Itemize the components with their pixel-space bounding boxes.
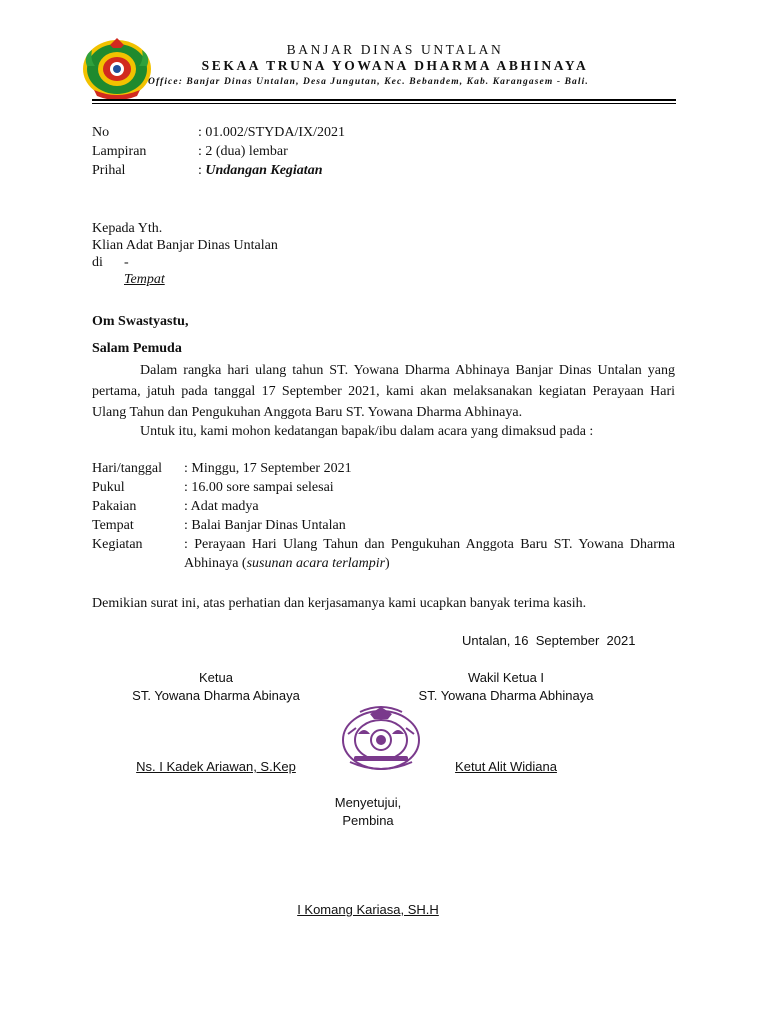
recipient-place: Tempat — [124, 272, 165, 287]
detail-value: : Adat madya — [184, 499, 259, 514]
detail-value: : 16.00 sore sampai selesai — [184, 480, 334, 495]
right-signatory-name: Ketut Alit Widiana — [455, 759, 557, 774]
detail-label: Pukul — [92, 480, 125, 495]
right-signatory-org: ST. Yowana Dharma Abhinaya — [418, 688, 594, 703]
recipient-di: di — [92, 255, 103, 270]
meta-number-label: No — [92, 125, 110, 140]
recipient-line-2: Klian Adat Banjar Dinas Untalan — [92, 238, 278, 253]
approval-label: Menyetujui, — [334, 795, 402, 810]
greeting-youth: Salam Pemuda — [92, 341, 182, 356]
letterhead-divider-thick — [92, 99, 676, 101]
approval-name: I Komang Kariasa, SH.H — [297, 902, 439, 917]
detail-row-date — [92, 459, 675, 478]
meta-attachment — [92, 143, 288, 161]
letterhead-line-2: SEKAA TRUNA YOWANA DHARMA ABHINAYA — [201, 58, 589, 73]
body-paragraph-2: Untuk itu, kami mohon kedatangan bapak/ibu dalam acara yang dimaksud pada : — [140, 424, 594, 439]
detail-activity-end: ) — [385, 556, 390, 571]
detail-value: : Minggu, 17 September 2021 — [184, 461, 352, 476]
detail-row-activity — [92, 535, 675, 573]
detail-row-place — [92, 516, 675, 535]
meta-subject — [92, 162, 322, 180]
meta-subject-colon: : — [198, 163, 206, 178]
recipient-line-1: Kepada Yth. — [92, 221, 163, 236]
greeting-opening: Om Swastyastu, — [92, 314, 189, 329]
meta-subject-label: Prihal — [92, 163, 126, 178]
detail-label: Hari/tanggal — [92, 461, 162, 476]
detail-activity-text: : Perayaan Hari Ulang Tahun dan Pengukuhan Anggota Baru ST. Yowana Dharma Abhinaya ( — [184, 537, 675, 571]
left-signatory-org: ST. Yowana Dharma Abinaya — [132, 688, 300, 703]
right-signatory-title: Wakil Ketua I — [467, 670, 545, 685]
body-paragraph-1: Dalam rangka hari ulang tahun ST. Yowana Dharma Abhinaya Banjar Dinas Untalan yang pertama, jatuh pada tanggal 17 September 2021, kami akan melaksanakan kegiatan Perayaan Hari Ulang Tahun dan Pengukuhan Anggota Baru ST. Yowana Dharma Abhinaya. — [92, 363, 675, 420]
meta-number-value: : 01.002/STYDA/IX/2021 — [198, 125, 345, 140]
recipient-line-3 — [92, 254, 129, 272]
recipient-dash: - — [124, 255, 129, 270]
detail-row-time — [92, 478, 675, 497]
date-place: Untalan, 16 September 2021 — [462, 633, 636, 648]
detail-activity-note: susunan acara terlampir — [246, 556, 386, 571]
approval-role: Pembina — [342, 813, 394, 828]
meta-attachment-label: Lampiran — [92, 144, 147, 159]
organization-logo — [80, 36, 154, 100]
letterhead-line-1: BANJAR DINAS UNTALAN — [286, 42, 504, 57]
detail-label: Kegiatan — [92, 537, 143, 552]
letterhead-address: Office: Banjar Dinas Untalan, Desa Jungutan, Kec. Bebandem, Kab. Karangasem - Bali. — [148, 77, 589, 87]
meta-attachment-value: : 2 (dua) lembar — [198, 144, 288, 159]
detail-row-attire — [92, 497, 675, 516]
meta-number — [92, 124, 345, 142]
detail-label: Tempat — [92, 518, 134, 533]
meta-subject-value: Undangan Kegiatan — [205, 163, 323, 178]
closing-sentence: Demikian surat ini, atas perhatian dan kerjasamanya kami ucapkan banyak terima kasih. — [92, 596, 587, 611]
detail-value — [184, 535, 675, 573]
left-signatory-title: Ketua — [199, 670, 233, 685]
detail-value: : Balai Banjar Dinas Untalan — [184, 518, 346, 533]
left-signatory-name: Ns. I Kadek Ariawan, S.Kep — [136, 759, 296, 774]
detail-label: Pakaian — [92, 499, 137, 514]
letterhead-divider-thin — [92, 103, 676, 104]
